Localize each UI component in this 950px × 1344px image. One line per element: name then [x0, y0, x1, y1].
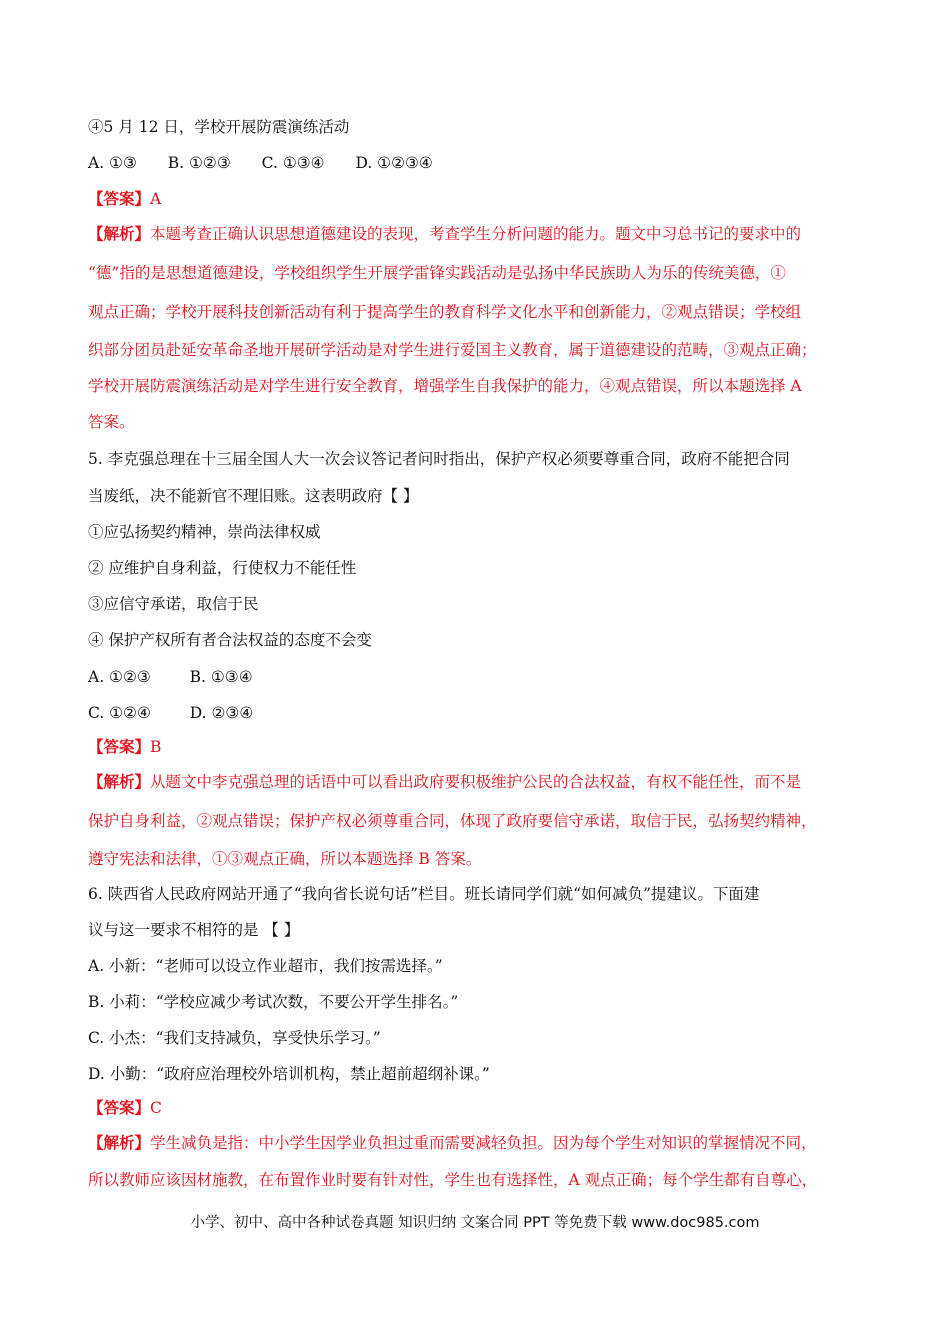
- q4-choice-c: C. ①③④: [261, 154, 325, 172]
- q5-answer-value: B: [150, 738, 162, 756]
- q6-answer-value: C: [150, 1099, 162, 1117]
- q4-answer-value: A: [150, 190, 162, 208]
- q6-answer-label: 【答案】: [88, 1098, 151, 1117]
- q5-analysis-line-3: 遵守宪法和法律，①③观点正确，所以本题选择 B 答案。: [88, 850, 482, 868]
- q5-analysis-line-2: 保护自身利益，②观点错误；保护产权必须尊重合同，体现了政府要信守承诺，取信于民，弘扬契约精神，: [88, 812, 817, 830]
- q4-analysis-line-2: “德”指的是思想道德建设，学校组织学生开展学雷锋实践活动是弘扬中华民族助人为乐的传统美德，①: [88, 264, 786, 282]
- q6-analysis-label: 【解析】: [88, 1133, 151, 1152]
- q4-choice-d: D. ①②③④: [355, 154, 433, 172]
- q5-analysis-text: 从题文中李克强总理的话语中可以看出政府要积极维护公民的合法权益，有权不能任性，而不是: [150, 773, 802, 791]
- q5-answer: [88, 737, 878, 757]
- q6-choice-d: D. 小勤：“政府应治理校外培训机构，禁止超前超纲补课。”: [88, 1065, 490, 1083]
- q5-stem-line-1: 5. 李克强总理在十三届全国人大一次会议答记者问时指出，保护产权必须要尊重合同，政府不能把合同: [88, 450, 790, 468]
- q5-option-3: ③应信守承诺，取信于民: [88, 595, 259, 613]
- q4-analysis-line-6: 答案。: [88, 413, 135, 431]
- q5-choice-c: C. ①②④: [88, 704, 151, 722]
- q6-choice-c: C. 小杰：“我们支持减负，享受快乐学习。”: [88, 1029, 381, 1047]
- q4-analysis-line-1: [88, 224, 878, 244]
- q5-option-2: ② 应维护自身利益，行使权力不能任性: [88, 559, 357, 577]
- q5-answer-label: 【答案】: [88, 737, 151, 756]
- q6-choice-b: B. 小莉：“学校应减少考试次数，不要公开学生排名。”: [88, 993, 459, 1011]
- q5-choices-row-1: [88, 667, 878, 687]
- q5-choice-b: B. ①③④: [189, 668, 253, 686]
- q6-answer: [88, 1098, 878, 1118]
- q6-analysis-text: 学生减负是指：中小学生因学业负担过重而需要减轻负担。因为每个学生对知识的掌握情况不同，: [150, 1134, 817, 1152]
- q5-analysis-line-1: [88, 772, 878, 792]
- q6-stem-line-1: 6. 陕西省人民政府网站开通了“我向省长说句话”栏目。班长请同学们就“如何减负”提建议。下面建: [88, 885, 760, 903]
- q6-stem-line-2: 议与这一要求不相符的是 【 】: [88, 921, 300, 939]
- q5-choices-row-2: [88, 703, 878, 723]
- q5-choice-a: A. ①②③: [88, 668, 151, 686]
- q4-answer: [88, 189, 878, 209]
- q4-analysis-label: 【解析】: [88, 224, 151, 243]
- q4-analysis-line-4: 织部分团员赴延安革命圣地开展研学活动是对学生进行爱国主义教育，属于道德建设的范畴，③观点正确；: [88, 341, 817, 359]
- q4-choice-a: A. ①③: [88, 154, 137, 172]
- q5-analysis-label: 【解析】: [88, 772, 151, 791]
- q5-option-4: ④ 保护产权所有者合法权益的态度不会变: [88, 631, 372, 649]
- q6-analysis-line-2: 所以教师应该因材施教，在布置作业时要有针对性，学生也有选择性，A 观点正确；每个学生都有自尊心，: [88, 1171, 818, 1189]
- q4-choices: [88, 153, 878, 173]
- q5-stem-line-2: 当废纸，决不能新官不理旧账。这表明政府【 】: [88, 487, 419, 505]
- q5-option-1: ①应弘扬契约精神，崇尚法律权威: [88, 523, 321, 541]
- q6-choice-a: A. 小新：“老师可以设立作业超市，我们按需选择。”: [88, 957, 443, 975]
- q4-analysis-text: 本题考查正确认识思想道德建设的表现，考查学生分析问题的能力。题文中习总书记的要求中的: [150, 225, 802, 243]
- q5-choice-d: D. ②③④: [189, 704, 254, 722]
- q4-choice-b: B. ①②③: [167, 154, 231, 172]
- q6-analysis-line-1: [88, 1133, 878, 1153]
- q4-analysis-line-3: 观点正确；学校开展科技创新活动有利于提高学生的教育科学文化水平和创新能力，②观点错误；学校组: [88, 303, 802, 321]
- q4-answer-label: 【答案】: [88, 189, 151, 208]
- page-footer: 小学、初中、高中各种试卷真题 知识归纳 文案合同 PPT 等免费下载 www.doc985.com: [190, 1215, 760, 1231]
- q4-option-4: ④5 月 12 日，学校开展防震演练活动: [88, 118, 350, 136]
- q4-analysis-line-5: 学校开展防震演练活动是对学生进行安全教育，增强学生自我保护的能力，④观点错误，所以本题选择 A: [88, 377, 802, 395]
